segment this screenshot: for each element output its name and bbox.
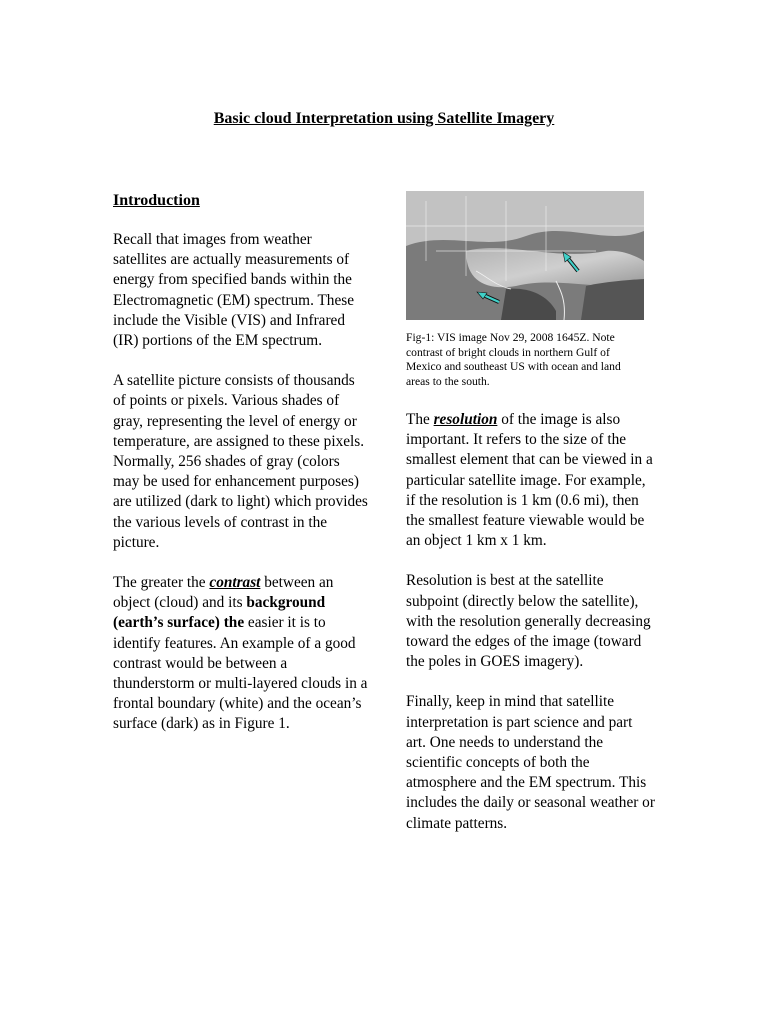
p3-text-b: between an object (cloud) and its	[113, 574, 334, 612]
rp1-text-b: of the image is also important. It refers to the size of the smallest element that can be viewed in a particular satellite image. For example, if the resolution is 1 km (0.6 mi), then the smallest feature viewable would be an object 1 km x 1 km.	[406, 411, 653, 550]
resolution-paragraph-3: Finally, keep in mind that satellite interpretation is part science and part art. One needs to understand the scientific concepts of both the atmosphere and the EM spectrum. This includes the daily or seasonal weather or climate patterns.	[406, 693, 655, 832]
satellite-vis-image	[406, 191, 644, 320]
left-column	[113, 190, 369, 755]
p3-text-c: easier it is to identify features. An example of a good contrast would be between a thunderstorm or multi-layered clouds in a frontal boundary (white) and the ocean’s surface (dark) as in Figure 1.	[113, 614, 368, 733]
introduction-heading: Introduction	[113, 192, 200, 209]
resolution-paragraph-1	[406, 410, 656, 551]
atlantic-water	[581, 279, 644, 320]
satellite-image-graphic	[406, 191, 644, 320]
background-bold-text: background (earth’s surface) the	[113, 594, 326, 632]
intro-paragraph-3	[113, 573, 369, 735]
intro-paragraph-2: A satellite picture consists of thousands of points or pixels. Various shades of gray, representing the level of energy or temperature, are assigned to these pixels. Normally, 256 shades of gray (colors may be used for enhancement purposes) are utilized (dark to light) which provides the various levels of contrast in the picture.	[113, 372, 368, 551]
right-column	[406, 410, 656, 854]
contrast-term: contrast	[209, 574, 261, 592]
figure-caption: Fig-1: VIS image Nov 29, 2008 1645Z. Note contrast of bright clouds in northern Gulf of Mexico and southeast US with ocean and land areas to the south.	[406, 331, 621, 388]
rp1-text-a: The	[406, 411, 434, 428]
p3-text-a: The greater the	[113, 574, 210, 592]
resolution-paragraph-2: Resolution is best at the satellite subpoint (directly below the satellite), with the resolution generally decreasing toward the edges of the image (toward the poles in GOES imagery).	[406, 572, 651, 671]
document-title: Basic cloud Interpretation using Satellite Imagery	[213, 110, 555, 127]
resolution-term: resolution	[433, 411, 498, 428]
intro-paragraph-1: Recall that images from weather satellites are actually measurements of energy from specified bands within the Electromagnetic (EM) spectrum. These include the Visible (VIS) and Infrared (IR) portions of the EM spectrum.	[113, 231, 354, 350]
